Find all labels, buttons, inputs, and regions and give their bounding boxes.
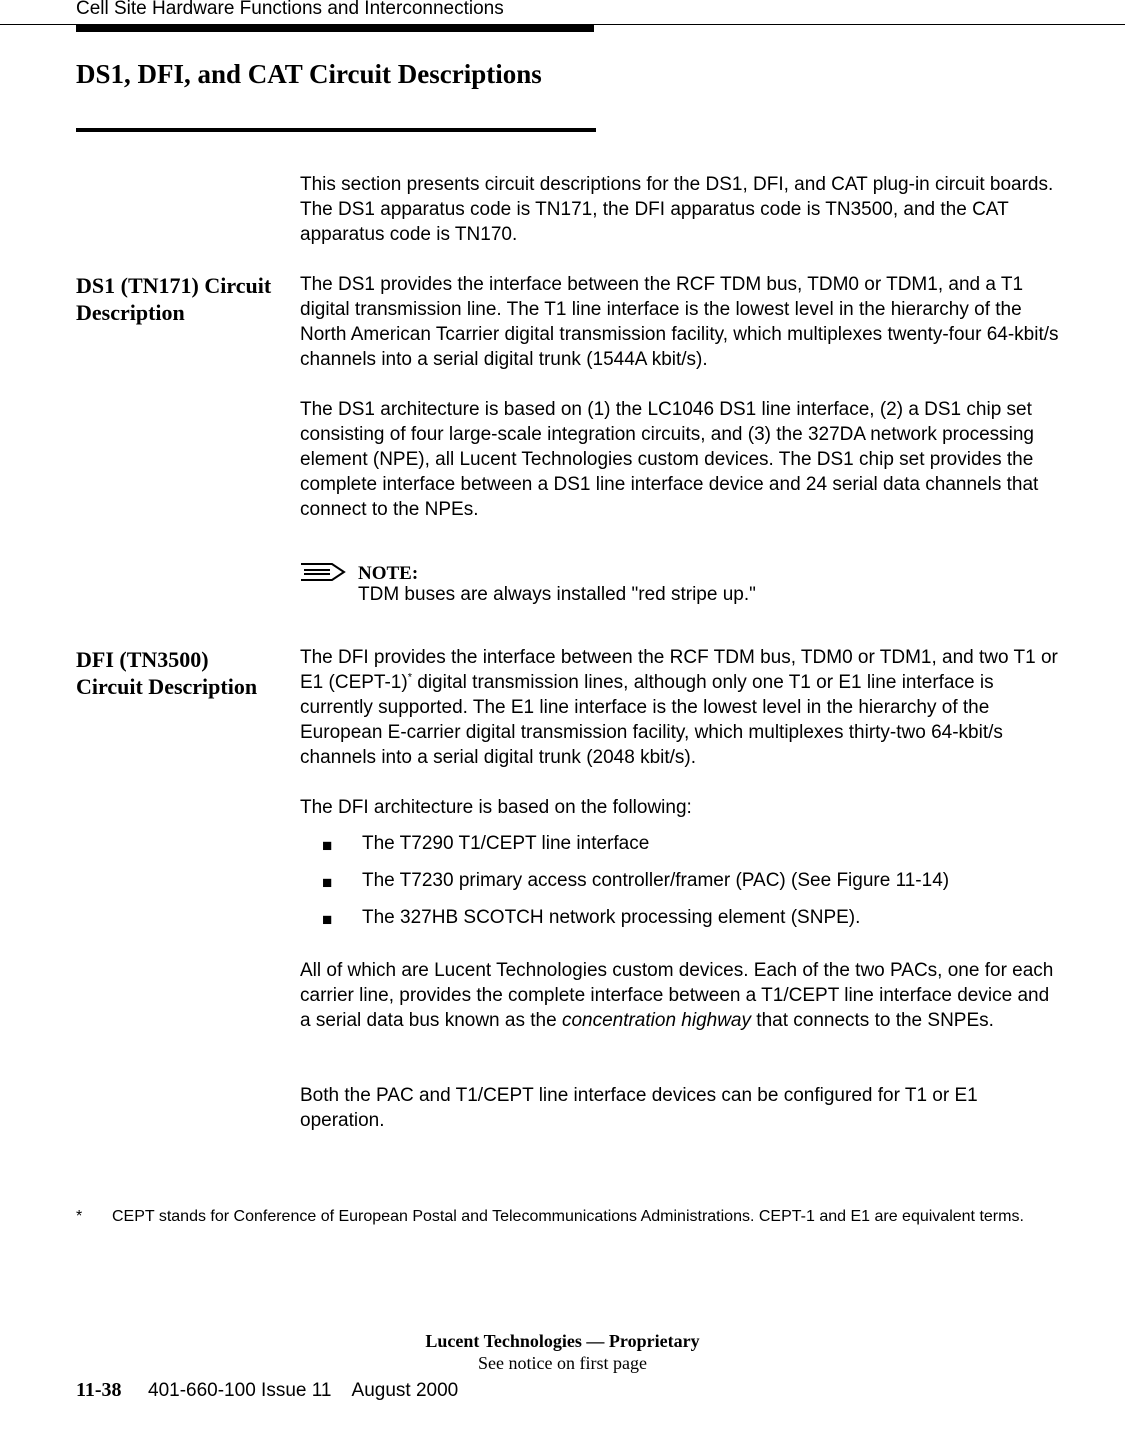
- bullet-item: The T7230 primary access controller/framer (PAC) (See Figure 11-14): [362, 870, 950, 891]
- dfi-paragraph-2: The DFI architecture is based on the following:: [300, 797, 692, 818]
- page-number: 11-38: [76, 1379, 122, 1401]
- dfi-paragraph-1-part-b: digital transmission lines, although only one T1 or E1 line interface is currently supported. The E1 line interface is the lowest level in the hierarchy of the European E-carrier digital transmission facility, which multiplexes thirty-two 64-kbit/s channels into a serial digital trunk (2048 kbit/s).: [300, 672, 1003, 768]
- dfi-heading: DFI (TN3500) Circuit Description: [76, 647, 258, 699]
- note-label: NOTE:: [358, 563, 419, 584]
- header-bar: [76, 24, 594, 32]
- dfi-paragraph-3-part-a: All of which are Lucent Technologies custom devices. Each of the two PACs, one for each carrier line, provides the complete interface between a T1/CEPT line interface device and a serial data bus known as the: [300, 960, 1054, 1031]
- footnote-mark: *: [76, 1208, 83, 1225]
- ds1-paragraph-2: The DS1 architecture is based on (1) the LC1046 DS1 line interface, (2) a DS1 chip set consisting of four large-scale integration circuits, and (3) the 327DA network processing element (NPE), all Lucent Technologies custom devices. The DS1 chip set provides the complete interface between a DS1 line interface device and 24 serial data channels that connect to the NPEs.: [300, 399, 1039, 520]
- running-head: Cell Site Hardware Functions and Interconnections: [76, 0, 504, 19]
- document-info: 401-660-100 Issue 11 August 2000: [148, 1380, 459, 1401]
- bullet-icon: ■: [322, 873, 333, 892]
- footnote-reference: *: [407, 671, 412, 684]
- footnote: [76, 1207, 1056, 1227]
- bullet-item: The 327HB SCOTCH network processing element (SNPE).: [362, 907, 861, 928]
- bullet-icon: ■: [322, 910, 333, 929]
- title-rule: [76, 128, 596, 132]
- section-title: DS1, DFI, and CAT Circuit Descriptions: [76, 59, 542, 89]
- intro-paragraph: This section presents circuit descriptions for the DS1, DFI, and CAT plug-in circuit boards. The DS1 apparatus code is TN171, the DFI apparatus code is TN3500, and the CAT apparatus code is TN170.: [300, 174, 1054, 245]
- bullet-icon: ■: [322, 836, 333, 855]
- footer-notice: See notice on first page: [478, 1353, 647, 1373]
- dfi-paragraph-1: [300, 645, 1060, 770]
- dfi-paragraph-3-part-b: that connects to the SNPEs.: [751, 1010, 994, 1031]
- dfi-paragraph-1-part-a: The DFI provides the interface between the RCF TDM bus, TDM0 or TDM1, and two T1 or E1 (CEPT-1): [300, 647, 1058, 693]
- dfi-paragraph-3: [300, 958, 1060, 1033]
- bullet-item: The T7290 T1/CEPT line interface: [362, 833, 650, 854]
- footer-company: Lucent Technologies — Proprietary: [425, 1331, 700, 1351]
- footnote-text: CEPT stands for Conference of European Postal and Telecommunications Administrations. CEPT-1 and E1 are equivalent terms.: [112, 1208, 1024, 1225]
- dfi-paragraph-4: Both the PAC and T1/CEPT line interface devices can be configured for T1 or E1 operation.: [300, 1085, 978, 1131]
- note-text: TDM buses are always installed "red stripe up.": [358, 584, 756, 605]
- note-icon: [300, 562, 346, 582]
- ds1-heading: DS1 (TN171) Circuit Description: [76, 273, 272, 325]
- ds1-paragraph-1: The DS1 provides the interface between the RCF TDM bus, TDM0 or TDM1, and a T1 digital transmission line. The T1 line interface is the lowest level in the hierarchy of the North American Tcarrier digital transmission facility, which multiplexes twenty-four 64-kbit/s channels into a serial digital trunk (1544A kbit/s).: [300, 274, 1059, 370]
- emphasis-term: concentration highway: [561, 1010, 752, 1031]
